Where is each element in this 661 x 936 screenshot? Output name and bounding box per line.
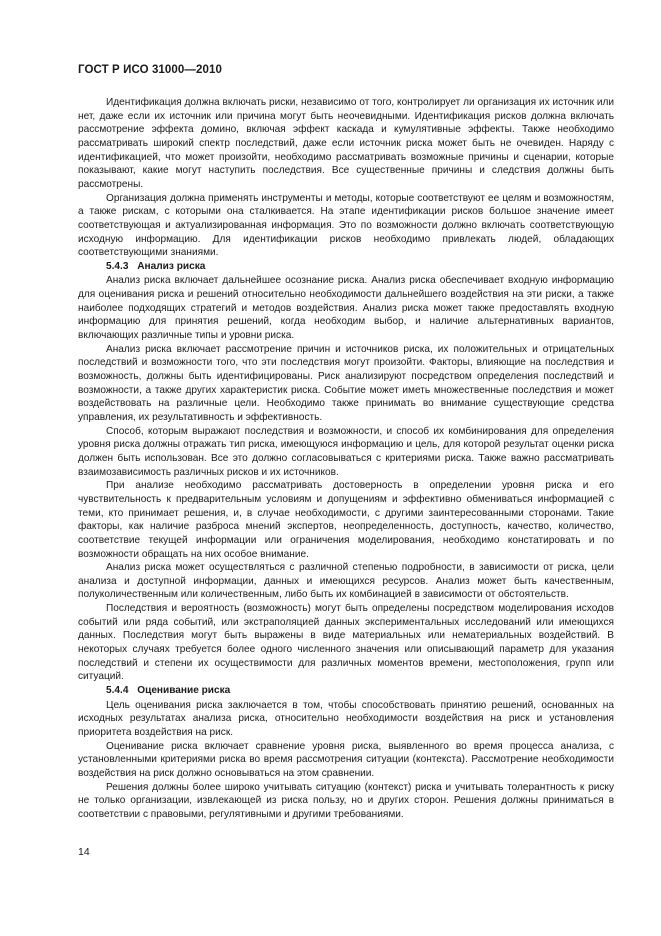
- paragraph: Анализ риска включает рассмотрение причин и источников риска, их положительных и отрицательных последствий и возможности того, что эти последствия могут произойти. Факторы, влияющие на последствия и возможность, должны быть идентифицированы. Риск анализируют посредством определения последствий и возможности, а также других характеристик риска. Событие может иметь множественные последствия и может воздействовать на различные цели. Необходимо также принимать во внимание существующие средства управления, их результативность и эффективность.: [78, 343, 614, 423]
- paragraph: Оценивание риска включает сравнение уровня риска, выявленного во время процесса анализа, с установленными критериями риска во время рассмотрения ситуации (контекста). Рассмотрение необходимости воздействия на риск должно основываться на этом сравнении.: [78, 740, 614, 779]
- paragraph: Анализ риска может осуществляться с различной степенью подробности, в зависимости от риска, цели анализа и доступной информации, данных и имеющихся ресурсов. Анализ может быть качественным, полуколичественным или количественным, либо быть их комбинацией в зависимости от обстоятельств.: [78, 562, 614, 601]
- paragraph: Решения должны более широко учитывать ситуацию (контекст) риска и учитывать толерантность к риску не только организации, извлекающей из риска пользу, но и других сторон. Решения должны приниматься в соответствии с правовыми, регулятивными и другими требованиями.: [78, 781, 614, 820]
- section-title: Оценивание риска: [137, 685, 231, 697]
- section-title: Анализ риска: [137, 260, 206, 272]
- paragraph: Анализ риска включает дальнейшее осознание риска. Анализ риска обеспечивает входную информацию для оценивания риска и решений относительно необходимости дальнейшего воздействия на эти риски, а также наиболее подходящих стратегий и методов воздействия. Анализ риска может также предоставлять входную информацию для принятия решений, когда необходим выбор, и наличие альтернативных вариантов, включающих различные типы и уровни риска.: [78, 275, 614, 341]
- section-number: 5.4.4: [106, 685, 129, 697]
- section-heading: [78, 260, 614, 275]
- document-body: [78, 96, 614, 821]
- paragraph: Организация должна применять инструменты и методы, которые соответствуют ее целям и возможностям, а также рискам, с которыми она сталкивается. На этапе идентификации рисков большое значение имеет соответствующая и актуализированная информация. Это по возможности должно включать соответствующую исходную информацию. Для идентификации рисков необходимо привлекать людей, обладающих соответствующими знаниями.: [78, 192, 614, 259]
- paragraph: При анализе необходимо рассматривать достоверность в определении уровня риска и его чувствительность к предварительным условиям и допущениям и эффективно обмениваться информацией с теми, кто принимает решения, и, в случае необходимости, с другими заинтересованными сторонами. Такие факторы, как наличие разброса мнений экспертов, неопределенность, доступность, качество, количество, соответствие текущей информации или ограничения моделирования, необходимо констатировать и по возможности обращать на них особое внимание.: [78, 480, 614, 560]
- section-heading: [78, 684, 614, 699]
- page-number: 14: [78, 846, 90, 858]
- paragraph: Последствия и вероятность (возможность) могут быть определены посредством моделирования исходов событий или ряда событий, или экстраполяцией данных экспериментальных исследований или имеющихся данных. Последствия могут быть выражены в виде материальных или нематериальных воздействий. В некоторых случаях требуется более одного численного значения или описывающий параметр для указания последствий и степени их осуществимости для различных моментов времени, местоположения, групп или ситуаций.: [78, 603, 614, 683]
- section-number: 5.4.3: [106, 260, 129, 272]
- document-header: ГОСТ Р ИСО 31000—2010: [78, 64, 223, 76]
- paragraph: Идентификация должна включать риски, независимо от того, контролирует ли организация их источник или нет, даже если их источник или причина могут быть неочевидными. Идентификация рисков должна включать рассмотрение эффекта домино, включая эффект каскада и кумулятивные эффекты. Также необходимо рассматривать широкий спектр последствий, даже если источник риска может быть не очевиден. Наряду с идентификацией, что может произойти, необходимо рассматривать возможные причины и сценарии, которые показывают, какие могут наступить последствия. Все существенные причины и следствия должны быть рассмотрены.: [78, 97, 614, 190]
- paragraph: Способ, которым выражают последствия и возможности, и способ их комбинирования для определения уровня риска должны отражать тип риска, имеющуюся информацию и цель, для которой результат оценки риска должен быть использован. Все это должно согласовываться с критериями риска. Также важно рассматривать взаимозависимость различных рисков и их источников.: [78, 425, 614, 478]
- paragraph: Цель оценивания риска заключается в том, чтобы способствовать принятию решений, основанных на исходных результатах анализа риска, относительно необходимости воздействия на риск и установления приоритета воздействия на риск.: [78, 699, 614, 738]
